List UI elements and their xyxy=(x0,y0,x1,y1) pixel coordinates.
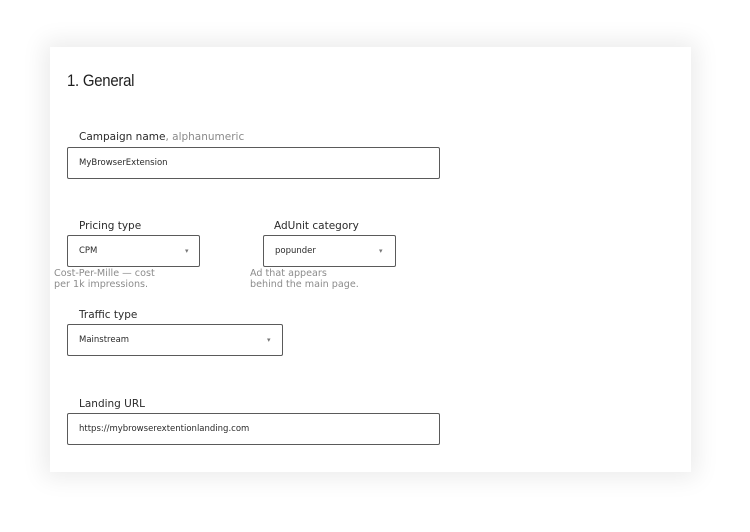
adunit-category-help-line2: behind the main page. xyxy=(250,279,359,290)
adunit-category-help-line1: Ad that appears xyxy=(250,268,327,279)
adunit-category-label: AdUnit category xyxy=(274,220,359,232)
adunit-category-help xyxy=(250,268,359,290)
traffic-type-select[interactable] xyxy=(67,324,283,356)
pricing-type-help-line1: Cost-Per-Mille — cost xyxy=(54,268,155,279)
pricing-type-value: CPM xyxy=(79,246,98,256)
campaign-name-hint: , alphanumeric xyxy=(165,131,245,143)
landing-url-label: Landing URL xyxy=(79,398,146,410)
caret-down-icon: ▾ xyxy=(379,247,383,255)
campaign-name-value: MyBrowserExtension xyxy=(79,158,168,168)
pricing-type-select[interactable] xyxy=(67,235,200,267)
general-settings-card xyxy=(50,47,691,472)
campaign-name-label xyxy=(79,131,244,143)
adunit-category-select[interactable] xyxy=(263,235,396,267)
landing-url-value: https://mybrowserextentionlanding.com xyxy=(79,424,250,434)
pricing-type-label: Pricing type xyxy=(79,220,142,232)
traffic-type-value: Mainstream xyxy=(79,335,130,345)
pricing-type-help xyxy=(54,268,155,290)
caret-down-icon: ▾ xyxy=(267,336,271,344)
traffic-type-label: Traffic type xyxy=(79,309,138,321)
caret-down-icon: ▾ xyxy=(185,247,189,255)
pricing-type-help-line2: per 1k impressions. xyxy=(54,279,149,290)
campaign-name-input[interactable] xyxy=(67,147,440,179)
section-title: 1. General xyxy=(67,71,135,90)
landing-url-input[interactable] xyxy=(67,413,440,445)
campaign-name-label-text: Campaign name xyxy=(79,131,166,143)
adunit-category-value: popunder xyxy=(275,246,316,256)
